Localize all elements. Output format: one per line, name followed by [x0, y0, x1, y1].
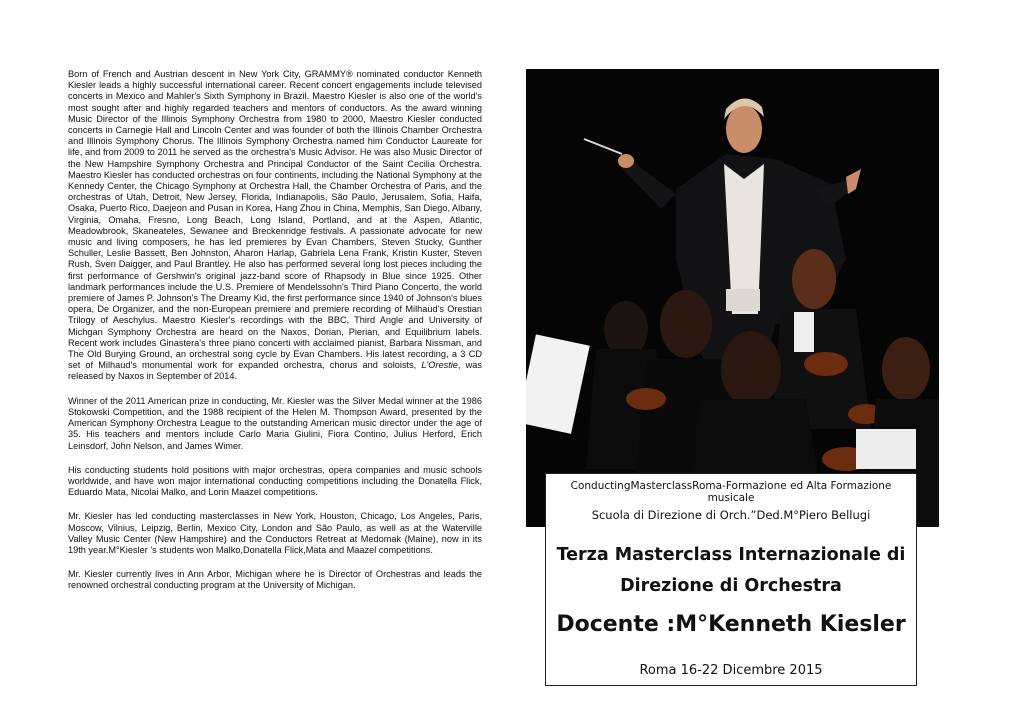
bio-paragraph-1-end: , was released by Naxos in September of 2014.: [68, 360, 482, 382]
conductor-photo-illustration: [526, 69, 939, 527]
event-date: Roma 16-22 Dicembre 2015: [639, 663, 823, 678]
title-line-1: Terza Masterclass Internazionale di: [556, 545, 906, 565]
bio-paragraph-3: His conducting students hold positions with major orchestras, opera companies and music schools worldwide, and have won major international conducting competitions including the Donatella Flick, Eduardo Mata, Nicolai Malko, and Lorin Maazel competitions.: [68, 464, 482, 498]
masterclass-title: [546, 540, 916, 602]
bio-paragraph-1: [68, 69, 482, 383]
title-line-2: Direzione di Orchestra: [620, 576, 842, 596]
teacher-name: Docente :M°Kenneth Kiesler: [556, 612, 906, 637]
organization-line: ConductingMasterclassRoma-Formazione ed Alta Formazione musicale: [570, 480, 892, 504]
bio-paragraph-1-text: Born of French and Austrian descent in New York City, GRAMMY® nominated conductor Kenneth Kiesler leads a highly successful international career. Recent concert engagements include televised concerts in Mexico and Mahler's Sixth Symphony in Brazil. Maestro Kiesler is also one of the world's most sought after and highly regarded teachers and mentors of conductors. As the award winning Music Director of the Illinois Symphony Orchestra from 1980 to 2000, Maestro Kiesler conducted concerts in Carnegie Hall and Lincoln Center and was founder of both the Illinois Chamber Orchestra and Illinois Symphony Chorus. The Illinois Symphony Orchestra named him Conductor Laureate for life, and from 2009 to 2011 he served as the orchestra's Music Advisor. He was also Music Director of the New Hampshire Symphony Orchestra and Principal Conductor of the Saint Cecilia Orchestra. Maestro Kiesler has conducted orchestras on four continents, including the National Symphony at the Kennedy Center, the Chicago Symphony at Orchestra Hall, the Chamber Orchestra of Paris, and the orchestras of Utah, Detroit, New Jersey, Florida, Indianapolis, São Paulo, Jerusalem, Sofia, Haifa, Osaka, Puerto Rico, Daejeon and Pusan in Korea, Hang Zhou in China, Memphis, San Diego, Albany, Virginia, Omaha, Fresno, Long Beach, Long Island, Portland, and at the Aspen, Atlantic, Meadowbrook, Skaneateles, Sewanee and Breckenridge festivals. A passionate advocate for new music and living composers, he has led premieres by Evan Chambers, Steven Stucky, Gunther Schuller, Leslie Bassett, Ben Johnston, Aharon Harlap, Gabriela Lena Frank, Kristin Kuster, Steven Rush, Sven Daigger, and Paul Brantley. He also has performed several long lost pieces including the first performance of Gershwin's original jazz-band score of Rhapsody in Blue since 1925. Other landmark performances include the U.S. Premiere of Mendelssohn's Third Piano Concerto, the world premiere of James P. Johnson's The Dreamy Kid, the first performance since 1940 of Johnson's blues opera, De Organizer, and the non-European premiere and premiere recording of Milhaud's Orestian Trilogy of Aeschylus. Maestro Kiesler's recordings with the BBC, Third Angle and University of Michgan Symphony Orchestra are heard on the Naxos, Dorian, Pierian, and Equilibrium labels. Recent work includes Ginastera's three piano concerti with acclaimed pianist, Barbara Nissman, and The Old Burying Ground, an orchestral song cycle by Evan Chambers. His latest recording, a 3 CD set of Milhaud's monumental work for expanded orchestra, chorus and soloists,: [68, 69, 483, 371]
bio-italic-title: L'Orestie: [421, 360, 458, 371]
conductor-photo: [526, 69, 939, 527]
bio-paragraph-5: Mr. Kiesler currently lives in Ann Arbor, Michigan where he is Director of Orchestras and leads the renowned orchestral conducting program at the University of Michigan.: [68, 569, 482, 591]
school-line: Scuola di Direzione di Orch.”Ded.M°Piero Bellugi: [591, 508, 871, 522]
bio-paragraph-4: Mr. Kiesler has led conducting masterclasses in New York, Houston, Chicago, Los Angeles, Paris, Moscow, Vilnius, Leipzig, Berlin, Mexico City, London and São Paulo, as well as at the Waterville Valley Music Center (New Hampshire) and the Conductors Retreat at Medomak (Maine), now in its 19th year.M°Kiesler 's students won Malko,Donatella Flick,Mata and Maazel competitions.: [68, 511, 482, 555]
masterclass-info-box: [545, 473, 917, 686]
bio-paragraph-2: Winner of the 2011 American prize in conducting, Mr. Kiesler was the Silver Medal winner at the 1986 Stokowski Competition, and the 1988 recipient of the Helen M. Thompson Award, presented by the American Symphony Orchestra League to the outstanding American music director under the age of 35. His teachers and mentors include Carlo Maria Giulini, Fiora Contino, Julius Herford, Erich Leinsdorf, John Nelson, and James Wimer.: [68, 395, 482, 451]
biography-text: [68, 69, 482, 605]
